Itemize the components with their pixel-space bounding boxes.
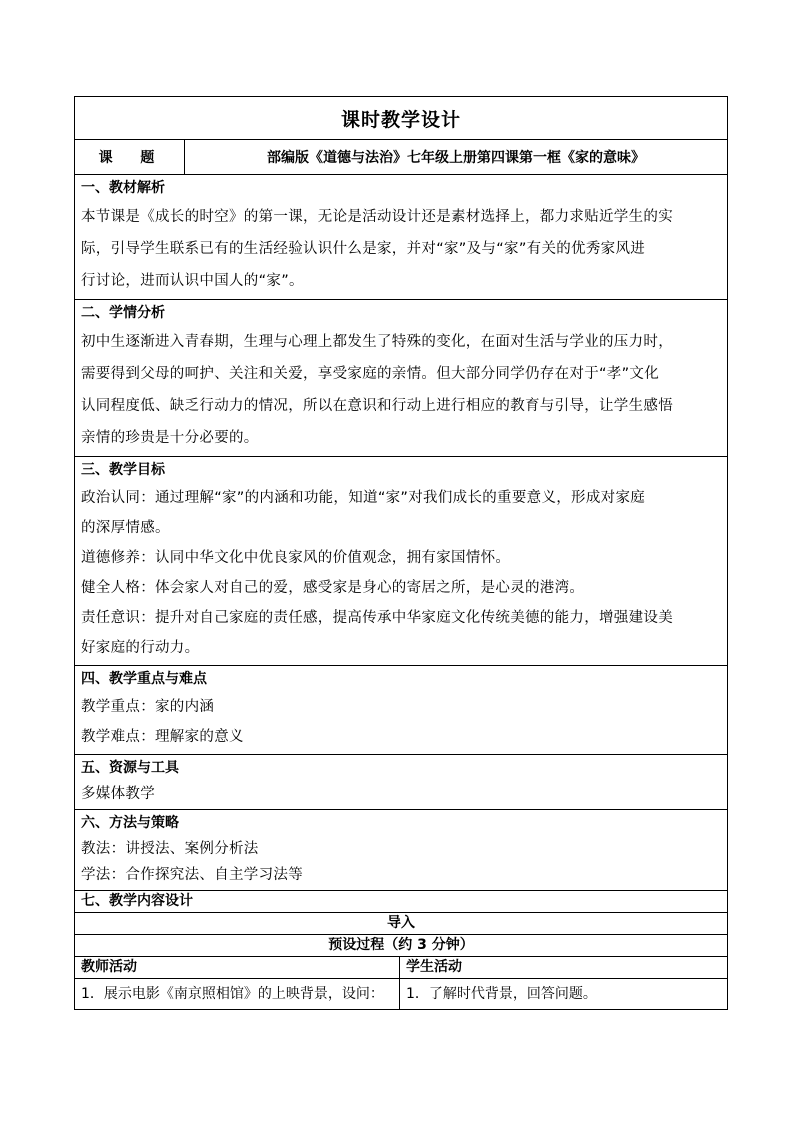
intro-row xyxy=(75,913,728,935)
title-row xyxy=(75,97,728,140)
student-activity-cell: 1．了解时代背景，回答问题。 xyxy=(400,979,728,1010)
lesson-plan-table xyxy=(74,96,728,1010)
section-line: 初中生逐渐进入青春期，生理与心理上都发生了特殊的变化，在面对生活与学业的压力时， xyxy=(81,334,673,350)
section-line: 本节课是《成长的时空》的第一课，无论是活动设计还是素材选择上，都力求贴近学生的实 xyxy=(81,209,673,225)
activity-header-row xyxy=(75,957,728,979)
section-line: 的深厚情感。 xyxy=(81,520,170,536)
section-1 xyxy=(75,175,728,300)
section-line: 道德修养：认同中华文化中优良家风的价值观念，拥有家国情怀。 xyxy=(81,550,511,566)
section-line: 好家庭的行动力。 xyxy=(81,640,200,656)
section-heading: 六、方法与策略 xyxy=(81,815,179,831)
lesson-plan-page xyxy=(74,96,727,1010)
section-7-heading-row xyxy=(75,891,728,913)
section-heading: 五、资源与工具 xyxy=(81,760,179,776)
section-line: 教法：讲授法、案例分析法 xyxy=(81,841,259,857)
section-line: 政治认同：通过理解“家”的内涵和功能，知道“家”对我们成长的重要意义，形成对家庭 xyxy=(81,490,646,506)
document-title: 课时教学设计 xyxy=(75,97,728,140)
section-3 xyxy=(75,457,728,666)
process-row xyxy=(75,935,728,957)
section-heading: 二、学情分析 xyxy=(81,305,165,321)
section-line: 健全人格：体会家人对自己的爱，感受家是身心的寄居之所，是心灵的港湾。 xyxy=(81,580,585,596)
topic-label: 课 题 xyxy=(75,140,185,175)
section-2 xyxy=(75,300,728,457)
section-line: 多媒体教学 xyxy=(81,786,155,802)
section-line: 教学难点：理解家的意义 xyxy=(81,729,244,745)
section-heading: 三、教学目标 xyxy=(81,462,165,478)
section-4 xyxy=(75,666,728,755)
section-line: 亲情的珍贵是十分必要的。 xyxy=(81,430,259,446)
section-6 xyxy=(75,810,728,891)
topic-value: 部编版《道德与法治》七年级上册第四课第一框《家的意味》 xyxy=(185,140,728,175)
process-label: 预设过程（约 3 分钟） xyxy=(75,935,728,957)
section-line: 行讨论，进而认识中国人的“家”。 xyxy=(81,273,304,289)
teacher-activity-cell: 1．展示电影《南京照相馆》的上映背景，设问： xyxy=(75,979,400,1010)
section-line: 责任意识：提升对自己家庭的责任感，提高传承中华家庭文化传统美德的能力，增强建设美 xyxy=(81,610,673,626)
student-activity-header: 学生活动 xyxy=(400,957,728,979)
section-line: 际，引导学生联系已有的生活经验认识什么是家，并对“家”及与“家”有关的优秀家风进 xyxy=(81,241,646,257)
section-heading: 七、教学内容设计 xyxy=(75,891,728,913)
section-5 xyxy=(75,755,728,810)
section-heading: 四、教学重点与难点 xyxy=(81,671,207,687)
intro-label: 导入 xyxy=(75,913,728,935)
section-line: 需要得到父母的呵护、关注和关爱，享受家庭的亲情。但大部分同学仍存在对于“孝”文化 xyxy=(81,366,660,382)
section-line: 认同程度低、缺乏行动力的情况，所以在意识和行动上进行相应的教育与引导，让学生感悟 xyxy=(81,398,673,414)
section-line: 教学重点：家的内涵 xyxy=(81,699,215,715)
topic-row xyxy=(75,140,728,175)
section-line: 学法：合作探究法、自主学习法等 xyxy=(81,867,303,883)
section-heading: 一、教材解析 xyxy=(81,180,165,196)
activity-row xyxy=(75,979,728,1010)
teacher-activity-header: 教师活动 xyxy=(75,957,400,979)
